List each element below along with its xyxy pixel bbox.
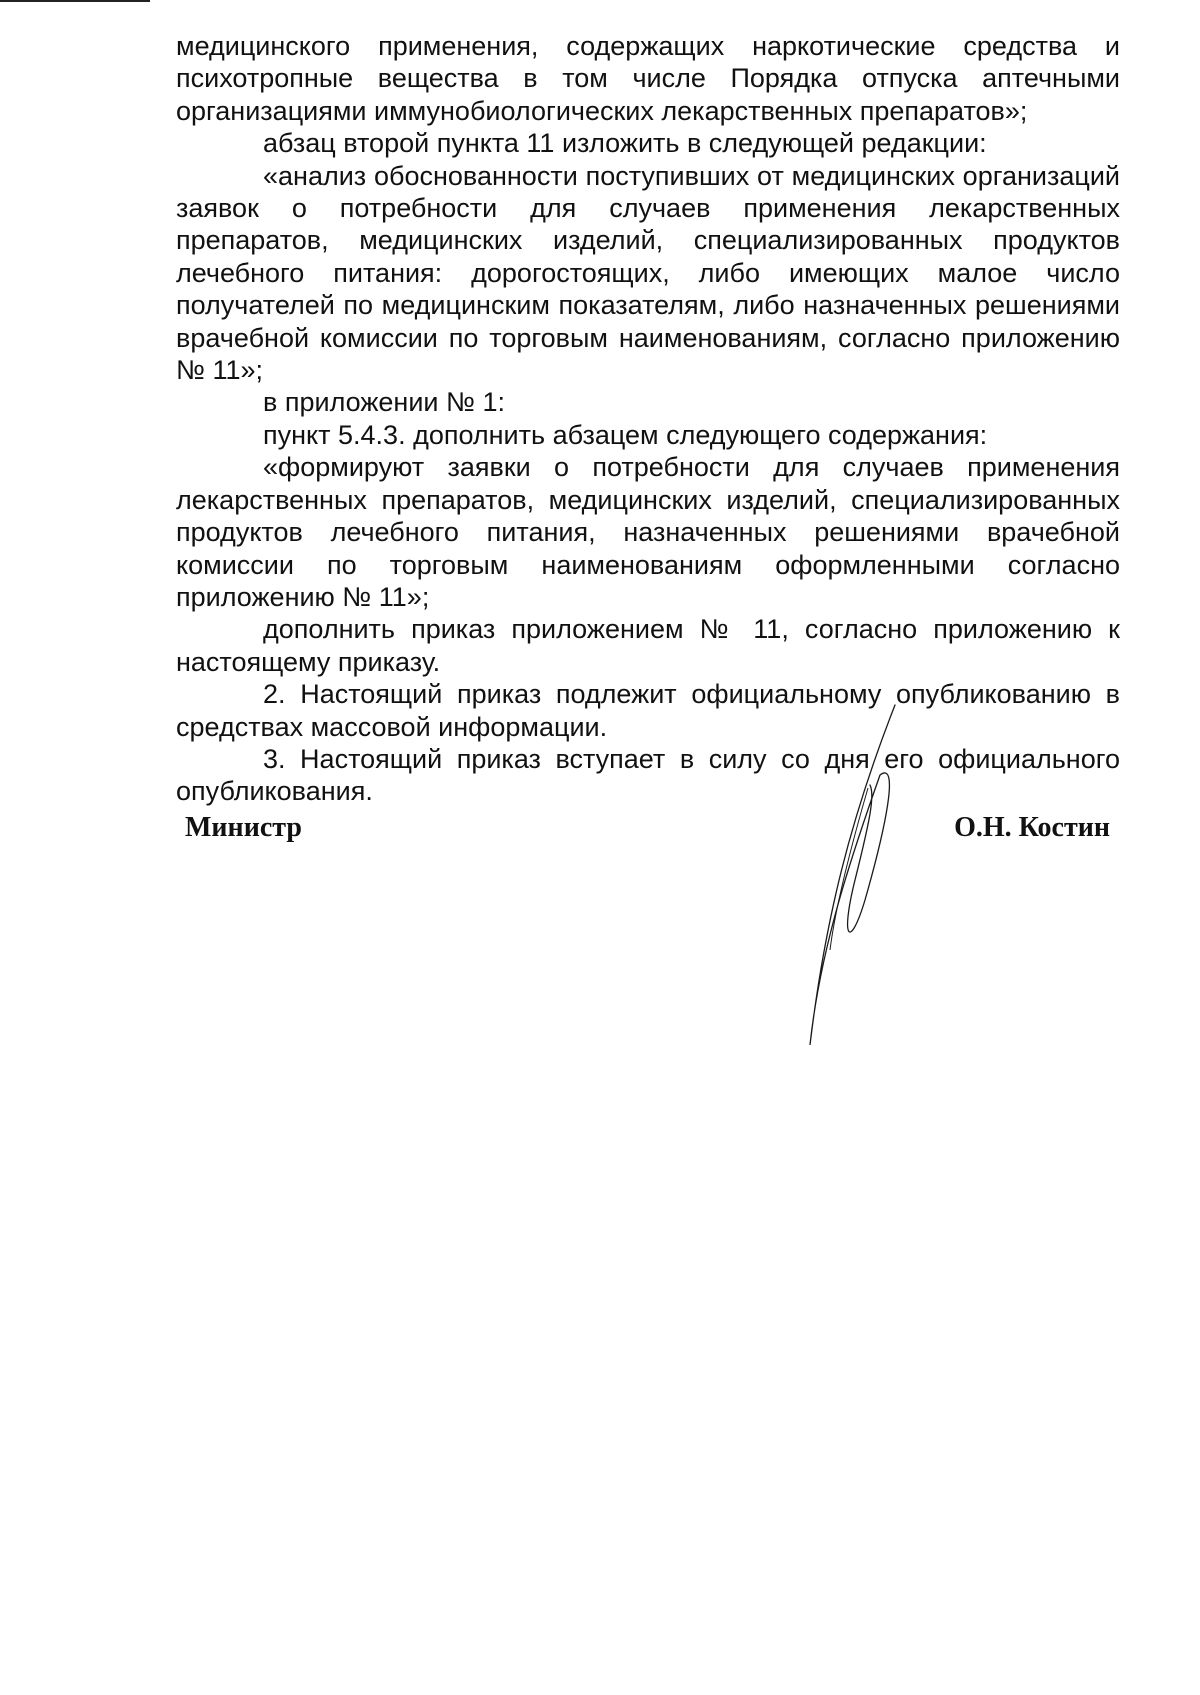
top-rule [0,0,150,2]
handwritten-signature [780,700,920,1045]
paragraph: 3. Настоящий приказ вступает в силу со дня его официального опубликования. [176,743,1120,807]
paragraph: дополнить приказ приложением № 11, согласно приложению к настоящему приказу. [176,614,1120,677]
paragraph: абзац второй пункта 11 изложить в следующей редакции: [263,128,987,159]
paragraph: пункт 5.4.3. дополнить абзацем следующего содержания: [263,419,988,450]
paragraph: «анализ обоснованности поступивших от медицинских организаций заявок о потребности для случаев применения лекарственных препаратов, медицинских изделий, специализированных продуктов лечебного питания: дорогостоящих, либо имеющих малое число получателей по медицинским показателям, либо назначенных решениями врачебной комиссии по торговым наименованиям, согласно приложению № 11»; [176,160,1120,386]
paragraph: «формируют заявки о потребности для случаев применения лекарственных препаратов, медицинских изделий, специализированных продуктов лечебного питания, назначенных решениями врачебной комиссии по торговым наименованиям оформленными согласно приложению № 11»; [176,452,1120,612]
signatory-name: О.Н. Костин [954,812,1110,843]
paragraph: 2. Настоящий приказ подлежит официальному опубликованию в средствах массовой информации. [176,679,1120,742]
signatory-position: Министр [185,812,302,843]
document-body [176,30,1120,808]
paragraph: медицинского применения, содержащих наркотические средства и психотропные вещества в том числе Порядка отпуска аптечными организациями иммунобиологических лекарственных препаратов»; [176,31,1120,126]
paragraph: в приложении № 1: [263,387,505,418]
